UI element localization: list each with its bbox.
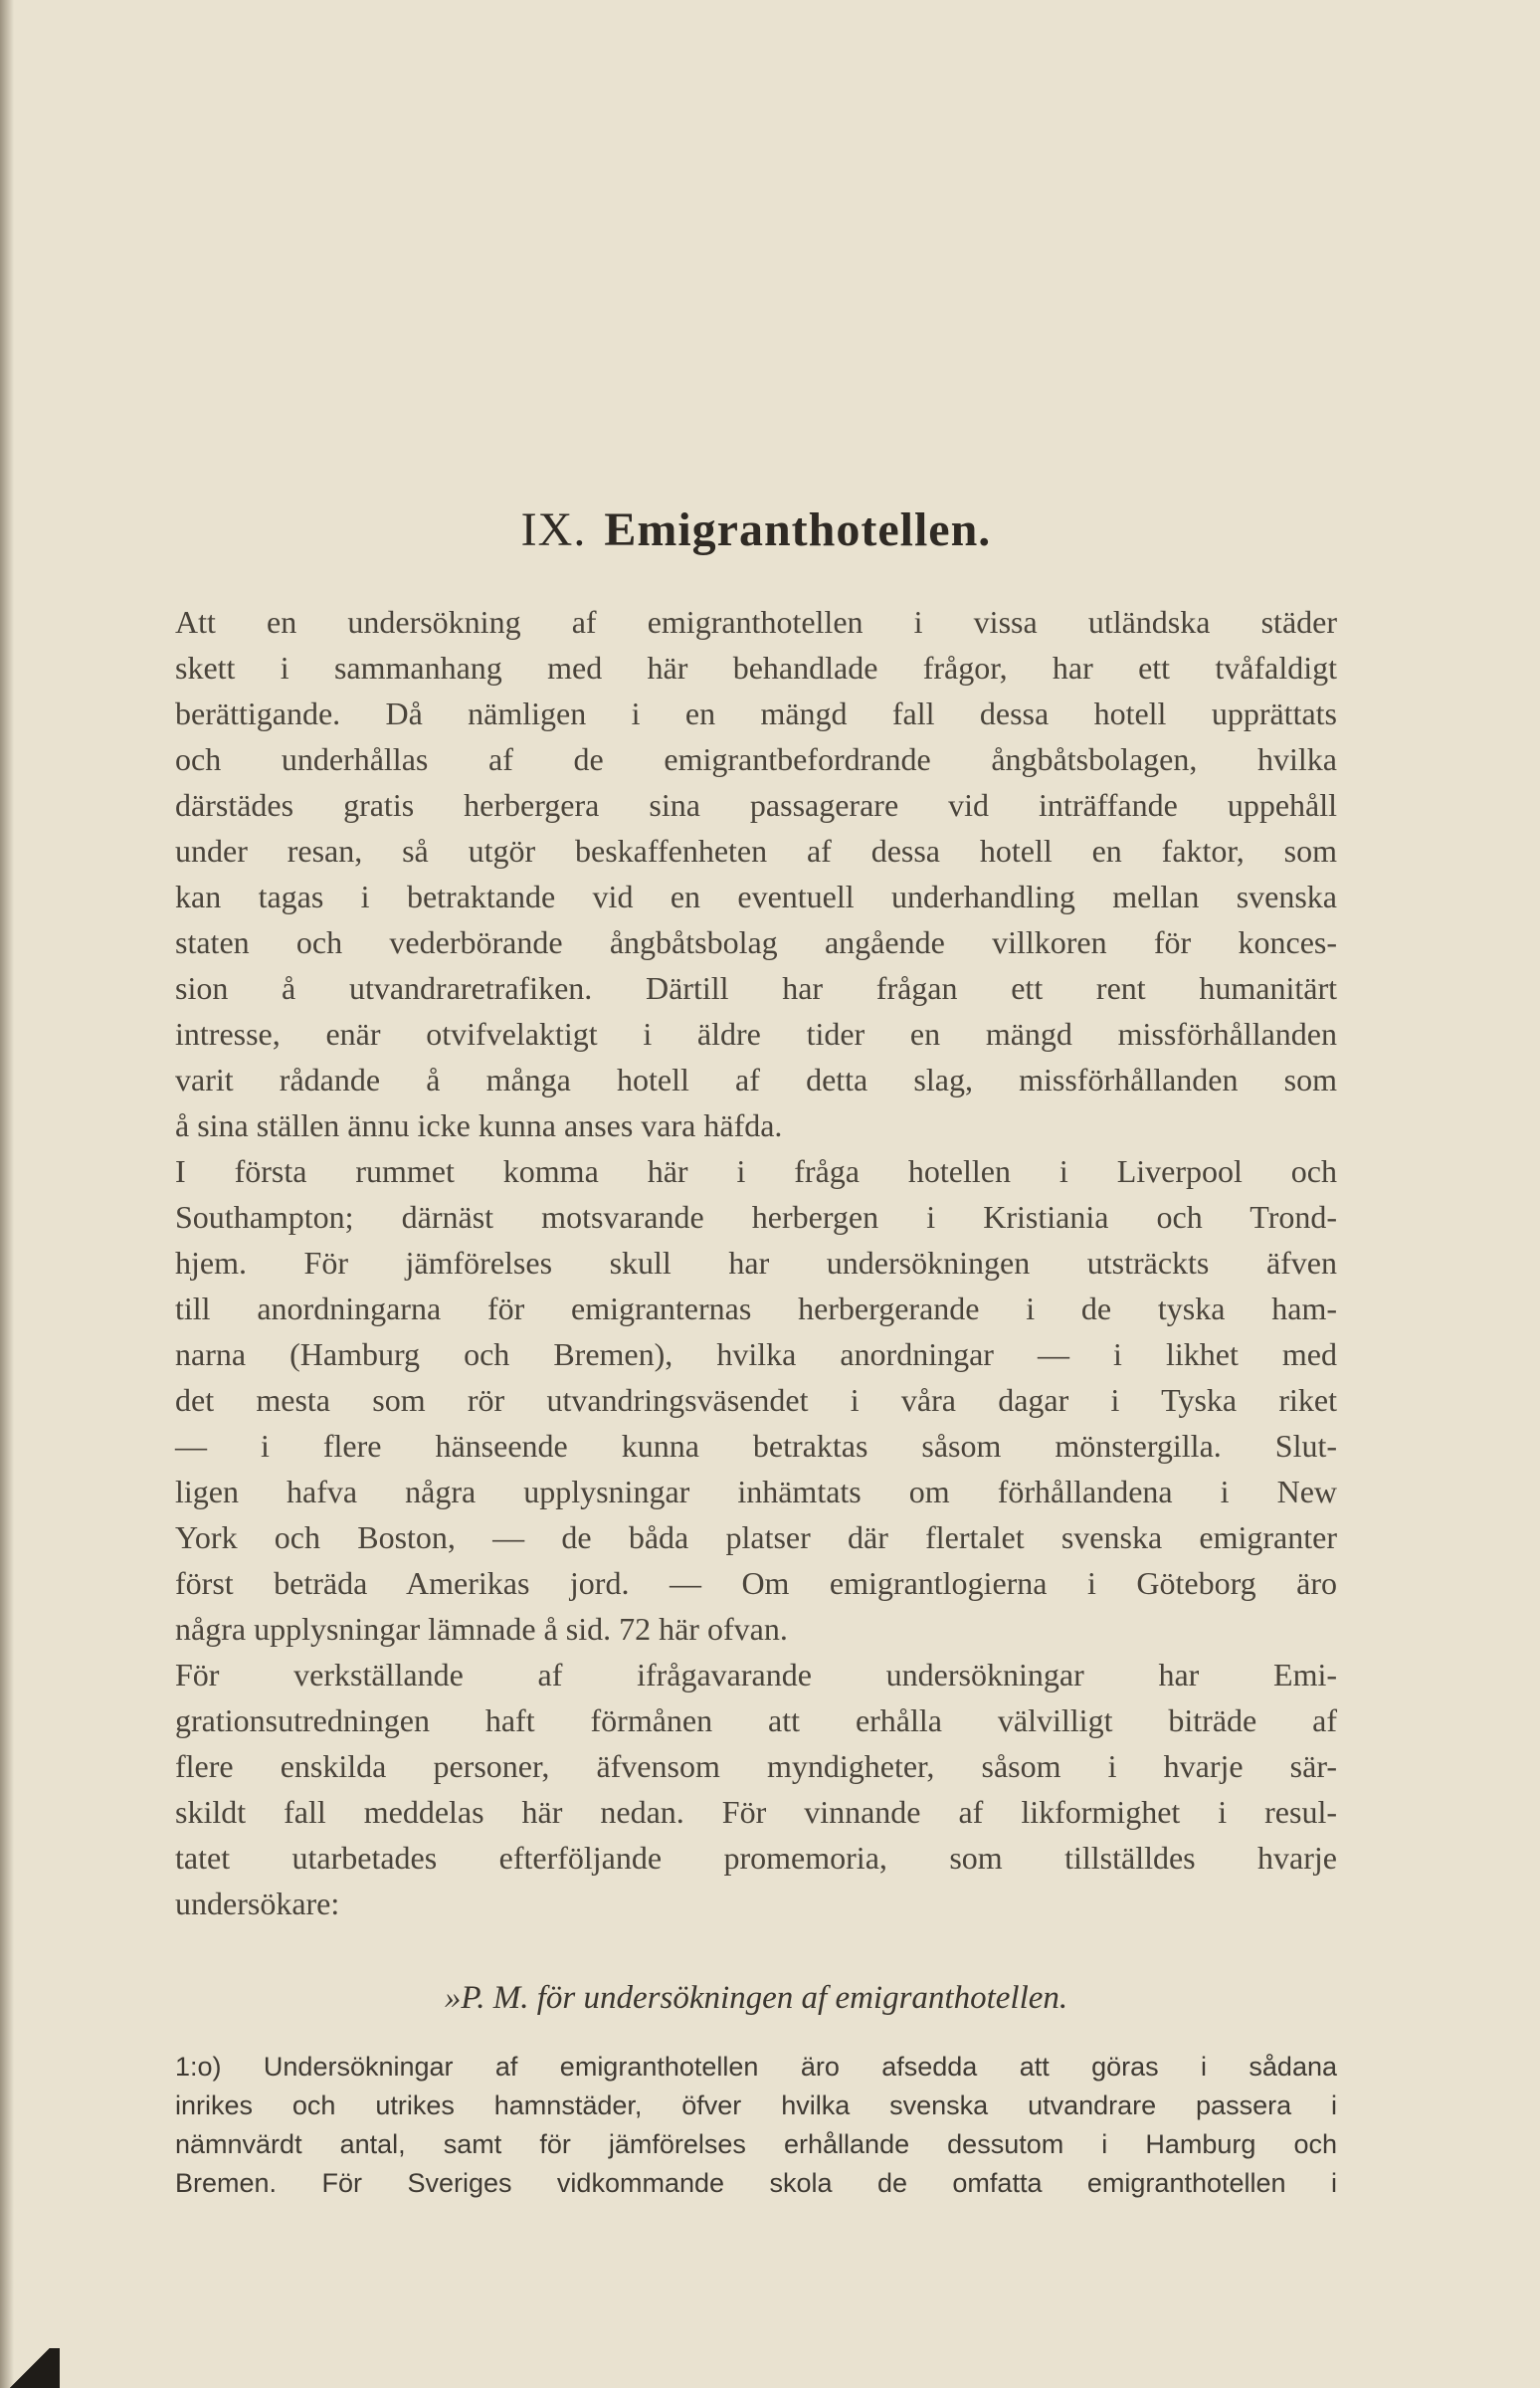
body-line: hjem. För jämförelses skull har undersökningen utsträckts äfven [175,1245,1337,1281]
promemoria-text [175,2048,1337,2203]
promemoria-line: nämnvärdt antal, samt för jämförelses erhållande dessutom i Hamburg och [175,2129,1337,2159]
body-line: kan tagas i betraktande vid en eventuell underhandling mellan svenska [175,879,1337,914]
promemoria-line: 1:o) Undersökningar af emigranthotellen äro afsedda att göras i sådana [175,2052,1337,2082]
body-line: tatet utarbetades efterföljande promemoria, som tillställdes hvarje [175,1840,1337,1876]
body-line: och underhållas af de emigrantbefordrande ångbåtsbolagen, hvilka [175,741,1337,777]
promemoria-line: inrikes och utrikes hamnstäder, öfver hvilka svenska utvandrare passera i [175,2090,1337,2120]
body-line: ligen hafva några upplysningar inhämtats om förhållandena i New [175,1474,1337,1509]
body-line: därstädes gratis herbergera sina passagerare vid inträffande uppehåll [175,787,1337,823]
body-line: några upplysningar lämnade å sid. 72 här ofvan. [175,1611,788,1647]
body-line: varit rådande å många hotell af detta slag, missförhållanden som [175,1062,1337,1097]
body-line: till anordningarna för emigranternas herbergerande i de tyska ham- [175,1291,1337,1326]
body-line: För verkställande af ifrågavarande undersökningar har Emi- [175,1657,1337,1692]
page-content [175,0,1337,2388]
body-line: skildt fall meddelas här nedan. För vinnande af likformighet i resul- [175,1794,1337,1830]
body-line: York och Boston, — de båda platser där flertalet svenska emigranter [175,1519,1337,1555]
body-line: flere enskilda personer, äfvensom myndigheter, såsom i hvarje sär- [175,1748,1337,1784]
body-line: — i flere hänseende kunna betraktas såsom mönstergilla. Slut- [175,1428,1337,1464]
body-line: under resan, så utgör beskaffenheten af dessa hotell en faktor, som [175,833,1337,869]
chapter-title: Emigranthotellen. [604,503,992,556]
body-line: grationsutredningen haft förmånen att erhålla välvilligt biträde af [175,1702,1337,1738]
body-line: Att en undersökning af emigranthotellen i vissa utländska städer [175,604,1337,640]
page-corner [0,2348,60,2388]
chapter-number: IX. [520,503,587,556]
promemoria-line: Bremen. För Sveriges vidkommande skola de omfatta emigranthotellen i [175,2168,1337,2198]
chapter-heading [175,502,1337,557]
promemoria-heading: »P. M. för undersökningen af emigranthotellen. [444,1980,1068,2016]
body-line: narna (Hamburg och Bremen), hvilka anordningar — i likhet med [175,1336,1337,1372]
body-line: berättigande. Då nämligen i en mängd fall dessa hotell upprättats [175,696,1337,731]
body-line: skett i sammanhang med här behandlade frågor, har ett tvåfaldigt [175,650,1337,686]
body-line: I första rummet komma här i fråga hotellen i Liverpool och [175,1153,1337,1189]
body-line: Southampton; därnäst motsvarande herbergen i Kristiania och Trond- [175,1199,1337,1235]
body-line: staten och vederbörande ångbåtsbolag angående villkoren för konces- [175,924,1337,960]
body-line: sion å utvandraretrafiken. Därtill har frågan ett rent humanitärt [175,970,1337,1006]
body-line: intresse, enär otvifvelaktigt i äldre tider en mängd missförhållanden [175,1016,1337,1052]
body-line: det mesta som rör utvandringsväsendet i våra dagar i Tyska riket [175,1382,1337,1418]
body-line: undersökare: [175,1886,340,1921]
body-line: å sina ställen ännu icke kunna anses vara häfda. [175,1107,783,1143]
body-text [175,599,1337,1926]
page-edge-shadow [0,0,14,2388]
body-line: först beträda Amerikas jord. — Om emigrantlogierna i Göteborg äro [175,1565,1337,1601]
